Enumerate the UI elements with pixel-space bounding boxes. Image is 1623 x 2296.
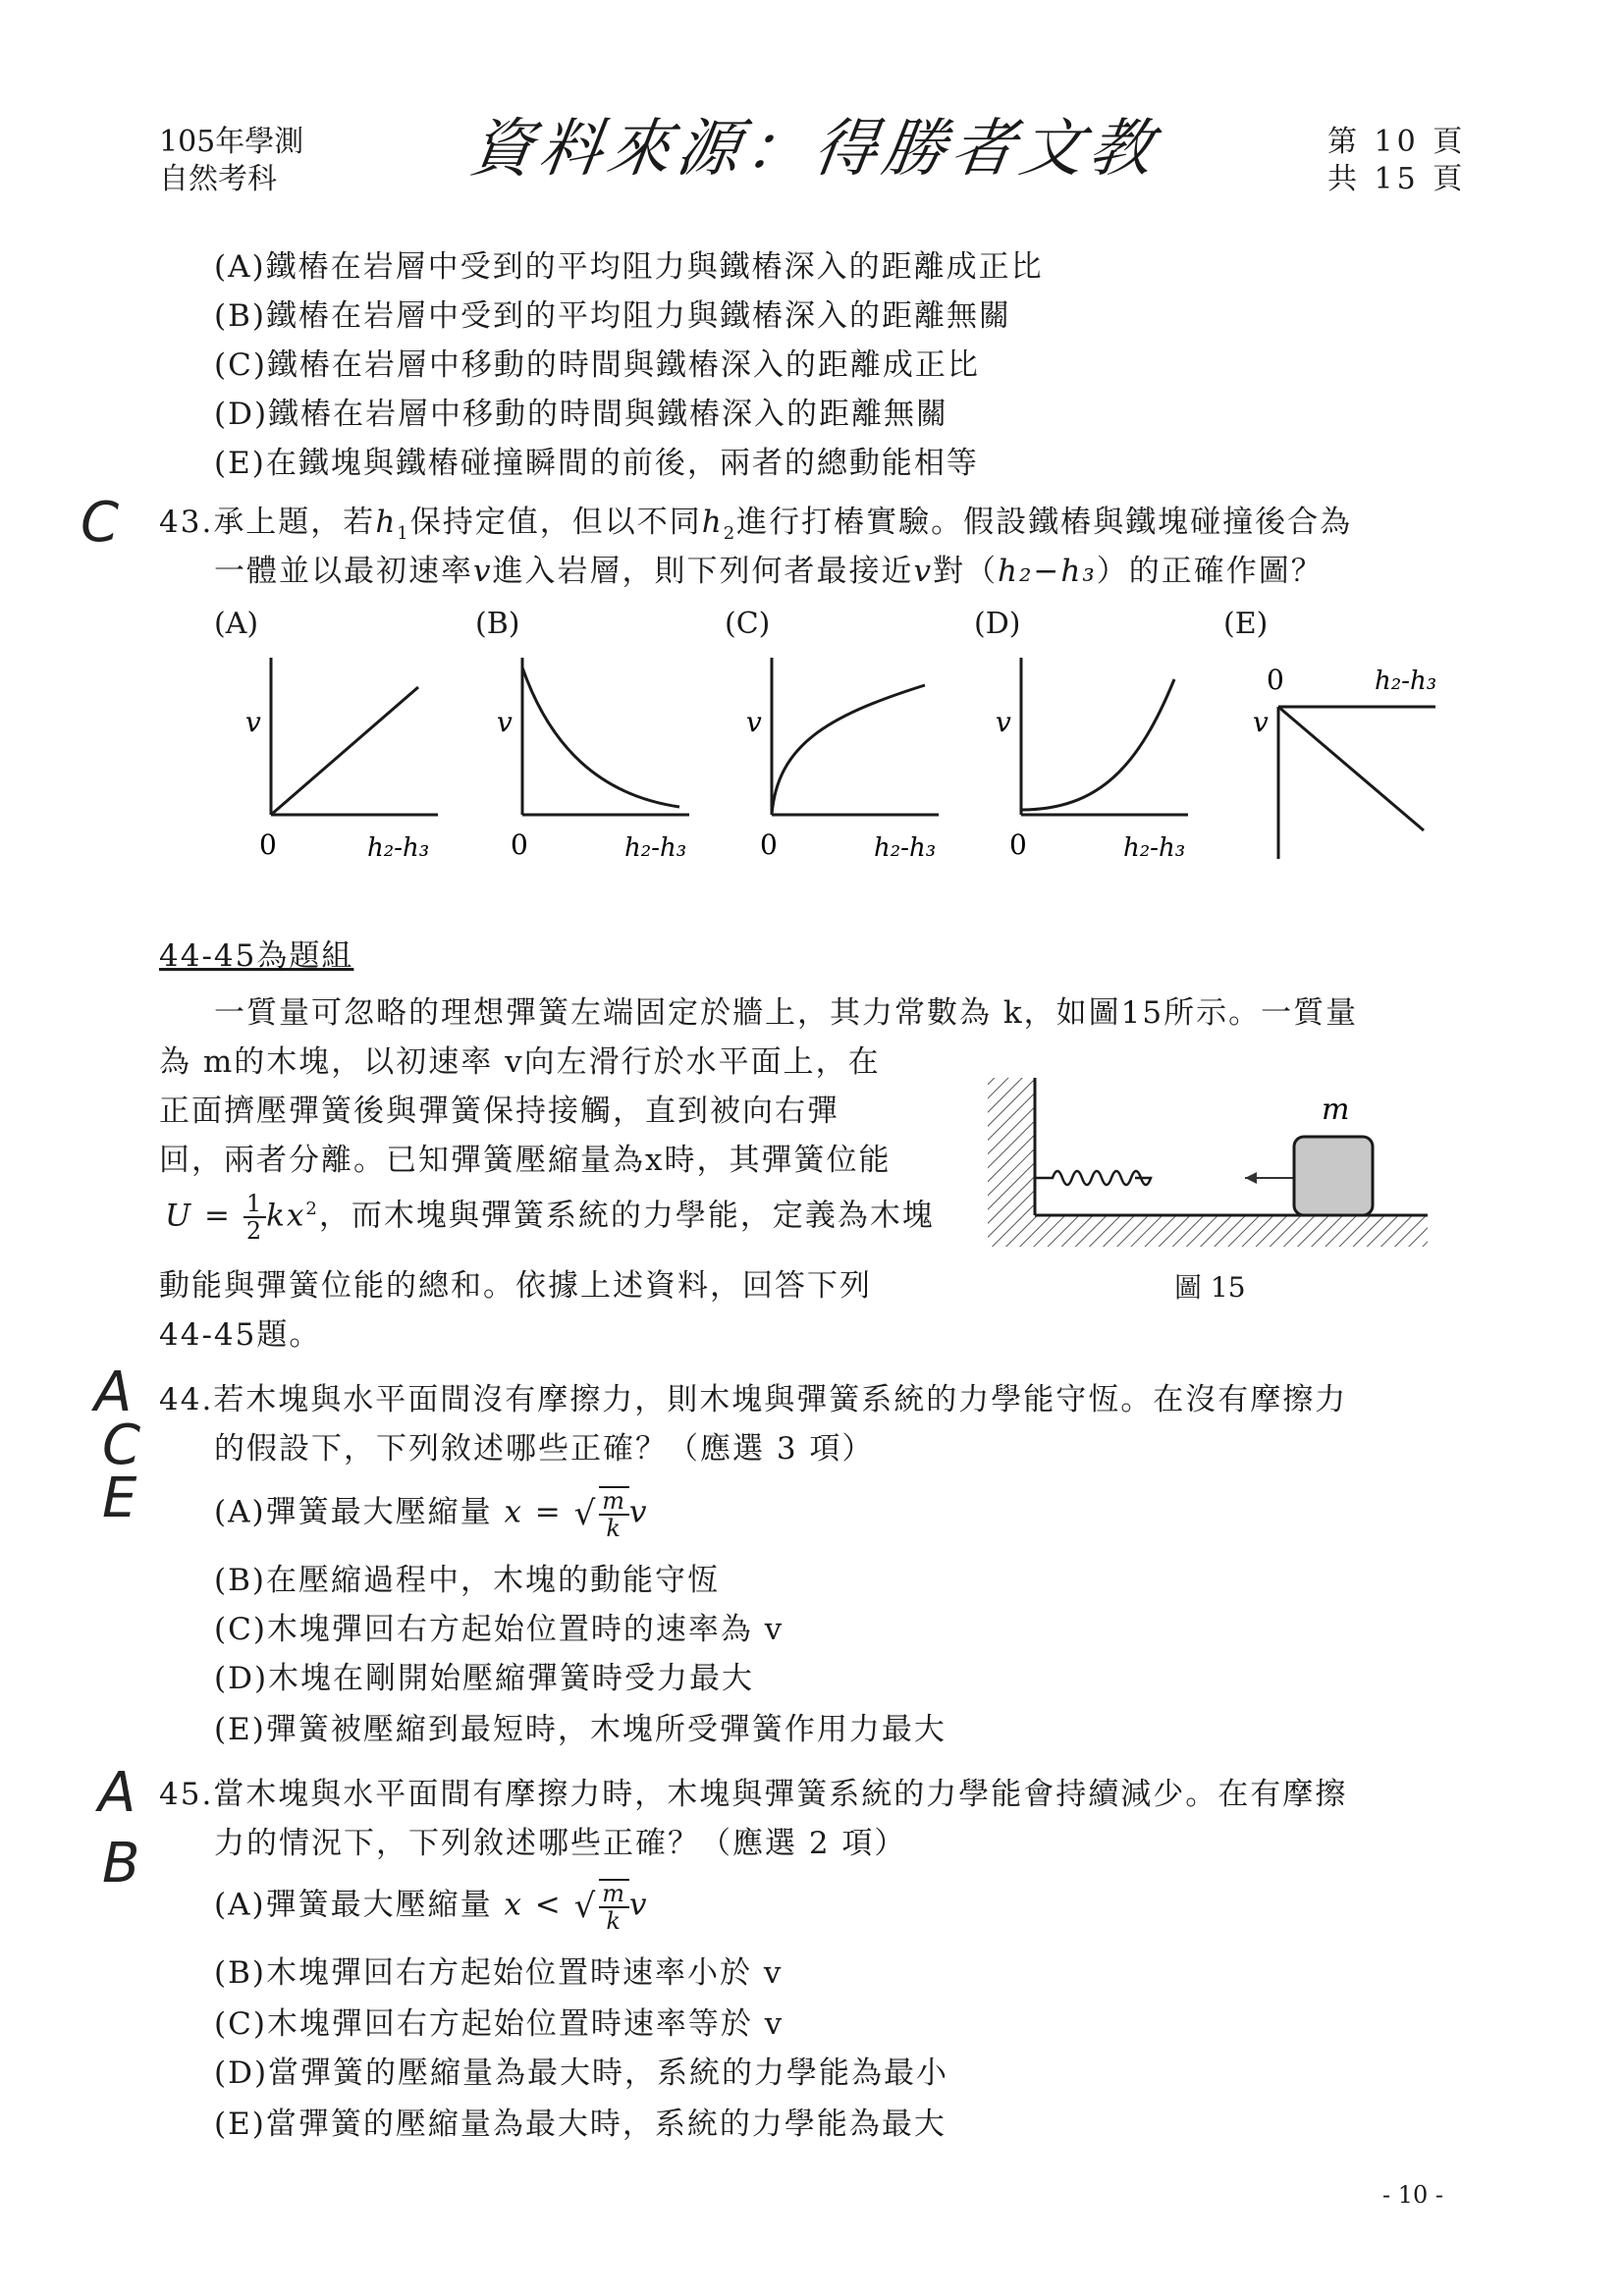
q45-option-a: (A)彈簧最大壓縮量 x < √ $\frac{m}{k}$ v	[214, 1880, 649, 1935]
page-total: 共 15 頁	[1327, 162, 1467, 196]
graph-c-label: (C)	[725, 607, 771, 641]
q45-handwritten-answer-2: B	[102, 1832, 140, 1896]
q43-graphs	[236, 648, 1453, 883]
graph-a-curve	[271, 687, 418, 815]
q44-handwritten-answer-3: E	[102, 1467, 137, 1530]
q44-option-b: (B)在壓縮過程中，木塊的動能守恆	[214, 1563, 720, 1598]
group-intro-line2: 為 m的木塊，以初速率 v向左滑行於水平面上，在	[159, 1044, 881, 1080]
page-number: 第 10 頁	[1327, 125, 1467, 159]
sqrt-symbol: √	[573, 1887, 598, 1926]
graph-d-origin: 0	[1009, 828, 1027, 861]
graph-e-ylabel: v	[1253, 706, 1269, 738]
graph-a	[245, 658, 438, 863]
floor-hatch	[1035, 1215, 1428, 1247]
graph-c-curve	[772, 685, 925, 815]
q42-option-b: (B)鐵樁在岩層中受到的平均阻力與鐵樁深入的距離無關	[214, 298, 1011, 334]
spring	[1035, 1171, 1151, 1185]
figure-15-caption: 圖 15	[1174, 1271, 1246, 1304]
q43-handwritten-answer: C	[81, 491, 120, 555]
group-intro-line4: 回，兩者分離。已知彈簧壓縮量為x時，其彈簧位能	[159, 1143, 892, 1178]
q44-option-a: (A)彈簧最大壓縮量 x = √ $\frac{m}{k}$ v	[214, 1487, 649, 1542]
group-intro-line7: 44-45題。	[159, 1317, 322, 1353]
graph-b-xlabel: h₂-h₃	[624, 833, 687, 863]
graph-d-label: (D)	[974, 607, 1021, 641]
q42-option-c: (C)鐵樁在岩層中移動的時間與鐵樁深入的距離成正比	[214, 347, 980, 383]
q42-option-a: (A)鐵樁在岩層中受到的平均阻力與鐵樁深入的距離成正比	[214, 249, 1044, 285]
wall-hatch	[988, 1078, 1035, 1247]
q43-number: 43.	[159, 505, 214, 540]
figure-15	[988, 1070, 1430, 1266]
q45-option-e: (E)當彈簧的壓縮量為最大時，系統的力學能為最大	[214, 2107, 947, 2142]
q44-line2: 的假設下，下列敘述哪些正確？（應選 3 項）	[214, 1431, 875, 1467]
graph-e	[1253, 664, 1436, 859]
graph-e-curve	[1278, 707, 1424, 830]
q45-line2: 力的情況下，下列敘述哪些正確？（應選 2 項）	[214, 1826, 907, 1861]
handwritten-source-note: 資料來源：得勝者文教	[464, 113, 1163, 186]
q45-option-c: (C)木塊彈回右方起始位置時速率等於 v	[214, 2006, 784, 2042]
q44-handwritten-answer-2: C	[102, 1414, 141, 1477]
q42-option-e: (E)在鐵塊與鐵樁碰撞瞬間的前後，兩者的總動能相等	[214, 446, 979, 481]
graph-c-ylabel: v	[746, 706, 762, 738]
exam-year: 105年學測	[159, 125, 304, 159]
graph-d	[996, 658, 1188, 863]
graph-c	[746, 658, 939, 863]
q42-option-d: (D)鐵樁在岩層中移動的時間與鐵樁深入的距離無關	[214, 397, 949, 432]
q44-line1: 44.若木塊與水平面間沒有摩擦力，則木塊與彈簧系統的力學能守恆。在沒有摩擦力	[159, 1382, 1348, 1417]
graph-a-xlabel: h₂-h₃	[367, 833, 430, 863]
graph-d-ylabel: v	[996, 706, 1011, 738]
graph-c-origin: 0	[760, 828, 778, 861]
graph-b-curve	[522, 667, 679, 807]
q44-handwritten-answer-1: A	[94, 1361, 133, 1424]
graph-c-xlabel: h₂-h₃	[874, 833, 937, 863]
q43-line1: 43.承上題，若$h_1$保持定值，但以不同$h_2$進行打樁實驗。假設鐵樁與鐵塊碰撞後合為	[159, 505, 1353, 545]
graph-b-ylabel: v	[497, 706, 513, 738]
graph-a-label: (A)	[214, 607, 259, 641]
graph-b-origin: 0	[511, 828, 528, 861]
group-intro-line6: 動能與彈簧位能的總和。依據上述資料，回答下列	[159, 1268, 872, 1304]
group-intro-line3: 正面擠壓彈簧後與彈簧保持接觸，直到被向右彈	[159, 1094, 839, 1129]
group-intro-line1: 一質量可忽略的理想彈簧左端固定於牆上，其力常數為 k，如圖15所示。一質量	[214, 995, 1359, 1031]
q45-line1: 45.當木塊與水平面間有摩擦力時，木塊與彈簧系統的力學能會持續減少。在有摩擦	[159, 1777, 1348, 1812]
q43-line2: 一體並以最初速率v進入岩層，則下列何者最接近v對（h₂−h₃）的正確作圖？	[214, 554, 1324, 589]
half-fraction: $\frac{1}{2}$	[243, 1191, 266, 1244]
q45-number: 45.	[159, 1777, 214, 1812]
graph-d-xlabel: h₂-h₃	[1123, 833, 1186, 863]
graph-d-curve	[1021, 679, 1174, 810]
q44-option-c: (C)木塊彈回右方起始位置時的速率為 v	[214, 1612, 784, 1647]
graph-a-origin: 0	[259, 828, 277, 861]
wooden-block	[1294, 1137, 1373, 1215]
subject-name: 自然考科	[159, 162, 277, 196]
m-over-k-fraction: $\frac{m}{k}$	[599, 1881, 629, 1934]
graph-b-label: (B)	[475, 607, 520, 641]
velocity-arrowhead	[1245, 1172, 1257, 1184]
q44-option-d: (D)木塊在剛開始壓縮彈簧時受力最大	[214, 1661, 755, 1696]
graph-b	[497, 658, 689, 863]
question-group-title: 44-45為題組	[159, 938, 354, 974]
graph-e-label: (E)	[1223, 607, 1269, 641]
q45-handwritten-answer-1: A	[98, 1761, 136, 1825]
graph-a-ylabel: v	[245, 706, 261, 738]
m-over-k-fraction: $\frac{m}{k}$	[599, 1488, 629, 1541]
q44-option-e: (E)彈簧被壓縮到最短時，木塊所受彈簧作用力最大	[214, 1712, 947, 1747]
graph-e-xlabel: h₂-h₃	[1375, 667, 1437, 696]
page-marker: - 10 -	[1382, 2181, 1444, 2209]
block-mass-label: m	[1322, 1093, 1350, 1127]
q45-option-d: (D)當彈簧的壓縮量為最大時，系統的力學能為最小	[214, 2056, 949, 2091]
q45-option-b: (B)木塊彈回右方起始位置時速率小於 v	[214, 1955, 784, 1991]
q44-number: 44.	[159, 1382, 214, 1417]
group-intro-formula-line: U = $\frac{1}{2}$ $kx^2$，而木塊與彈簧系統的力學能，定義為木塊	[165, 1189, 935, 1245]
sqrt-symbol: √	[573, 1494, 598, 1533]
graph-e-origin: 0	[1267, 664, 1284, 696]
